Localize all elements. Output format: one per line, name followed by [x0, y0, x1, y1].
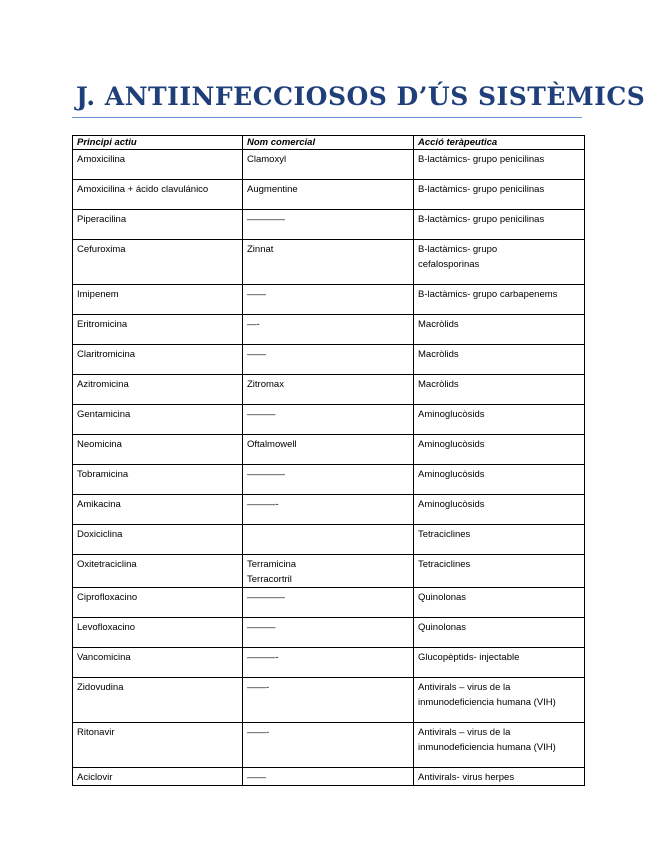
brand-text: —— [247, 772, 266, 783]
cell-brand [243, 315, 414, 345]
principle-text: Amikacina [77, 499, 121, 510]
cell-action [414, 465, 585, 495]
table-row [73, 588, 585, 618]
principle-text: Cefuroxima [77, 244, 126, 255]
action-text: Aminoglucòsids [418, 499, 485, 510]
brand-text: Clamoxyl [247, 154, 287, 165]
action-text: Tetraciclines [418, 529, 471, 540]
cell-brand [243, 375, 414, 405]
cell-action [414, 678, 585, 723]
action-text: Antivirals – virus de la [418, 727, 511, 738]
principle-text: Tobramicina [77, 469, 129, 480]
cell-brand [243, 285, 414, 315]
cell-principle [73, 768, 243, 786]
cell-brand [243, 768, 414, 786]
cell-action [414, 180, 585, 210]
principle-text: Eritromicina [77, 319, 128, 330]
cell-brand [243, 588, 414, 618]
cell-principle [73, 525, 243, 555]
title-underline [72, 117, 582, 118]
cell-brand [243, 678, 414, 723]
cell-principle [73, 555, 243, 588]
cell-brand [243, 618, 414, 648]
action-text: Macròlids [418, 349, 459, 360]
principle-text: Amoxicilina + ácido clavulánico [77, 184, 209, 195]
action-text: Macròlids [418, 379, 459, 390]
cell-brand [243, 240, 414, 285]
principle-text: Oxitetraciclina [77, 559, 137, 570]
brand-text: ——— [247, 622, 276, 633]
principle-text: Ritonavir [77, 727, 115, 738]
cell-action [414, 285, 585, 315]
cell-action [414, 648, 585, 678]
table-row [73, 435, 585, 465]
action-text: Antivirals- virus herpes [418, 772, 515, 783]
header-principle: Principi actiu [73, 136, 243, 150]
cell-action [414, 495, 585, 525]
cell-brand [243, 465, 414, 495]
principle-text: Gentamicina [77, 409, 131, 420]
brand-text: ———— [247, 469, 285, 480]
action-text: Macròlids [418, 319, 459, 330]
principle-text: Aciclovir [77, 772, 113, 783]
cell-brand [243, 555, 414, 588]
principle-text: Neomicina [77, 439, 122, 450]
brand-text: Oftalmowell [247, 439, 297, 450]
cell-brand [243, 405, 414, 435]
table-row [73, 678, 585, 723]
cell-brand [243, 648, 414, 678]
cell-principle [73, 210, 243, 240]
action-text: Quinolonas [418, 592, 467, 603]
table-row [73, 525, 585, 555]
table-row [73, 768, 585, 786]
cell-principle [73, 150, 243, 180]
cell-principle [73, 180, 243, 210]
table-header-row [73, 136, 585, 150]
table-row [73, 315, 585, 345]
cell-brand [243, 495, 414, 525]
page-title: J. ANTIINFECCIOSOS D’ÚS SISTÈMICS [76, 82, 646, 111]
cell-principle [73, 405, 243, 435]
table-body [73, 150, 585, 786]
brand-text: ———— [247, 214, 285, 225]
action-text: inmunodeficiencia humana (VIH) [418, 742, 556, 753]
principle-text: Doxiciclina [77, 529, 123, 540]
table-row [73, 405, 585, 435]
cell-action [414, 768, 585, 786]
action-text: B-lactàmics- grupo penicilinas [418, 214, 545, 225]
cell-principle [73, 723, 243, 768]
table-row [73, 210, 585, 240]
principle-text: Imipenem [77, 289, 119, 300]
cell-action [414, 210, 585, 240]
cell-principle [73, 618, 243, 648]
brand-text: Zinnat [247, 244, 274, 255]
cell-action [414, 525, 585, 555]
table-row [73, 648, 585, 678]
cell-principle [73, 435, 243, 465]
cell-action [414, 435, 585, 465]
action-text: Aminoglucòsids [418, 469, 485, 480]
brand-text: —— [247, 349, 266, 360]
cell-principle [73, 345, 243, 375]
cell-brand [243, 525, 414, 555]
action-text: Tetraciclines [418, 559, 471, 570]
brand-text: Augmentine [247, 184, 298, 195]
table-row [73, 240, 585, 285]
cell-action [414, 723, 585, 768]
action-text: Aminoglucòsids [418, 439, 485, 450]
table-row [73, 150, 585, 180]
brand-text: —- [247, 319, 260, 330]
drug-table [72, 135, 585, 786]
header-action: Acció teràpeutica [414, 136, 585, 150]
table-row [73, 180, 585, 210]
principle-text: Levofloxacino [77, 622, 136, 633]
action-text: cefalosporinas [418, 259, 480, 270]
action-text: B-lactàmics- grupo penicilinas [418, 184, 545, 195]
cell-action [414, 240, 585, 285]
brand-text: ———- [247, 652, 279, 663]
table-row [73, 555, 585, 588]
cell-brand [243, 723, 414, 768]
action-text: inmunodeficiencia humana (VIH) [418, 697, 556, 708]
brand-text: ———- [247, 499, 279, 510]
cell-principle [73, 678, 243, 723]
cell-action [414, 375, 585, 405]
cell-brand [243, 435, 414, 465]
principle-text: Vancomicina [77, 652, 131, 663]
cell-action [414, 588, 585, 618]
cell-principle [73, 315, 243, 345]
principle-text: Ciprofloxacino [77, 592, 138, 603]
cell-action [414, 315, 585, 345]
principle-text: Zidovudina [77, 682, 124, 693]
action-text: B-lactàmics- grupo carbapenems [418, 289, 558, 300]
cell-brand [243, 150, 414, 180]
action-text: B-lactàmics- grupo penicilinas [418, 154, 545, 165]
table-row [73, 465, 585, 495]
cell-principle [73, 285, 243, 315]
brand-text: Zitromax [247, 379, 284, 390]
cell-action [414, 345, 585, 375]
principle-text: Amoxicilina [77, 154, 126, 165]
table-row [73, 285, 585, 315]
action-text: Quinolonas [418, 622, 467, 633]
cell-action [414, 150, 585, 180]
brand-text: Terracortril [247, 574, 292, 585]
brand-text: ——- [247, 727, 270, 738]
principle-text: Claritromicina [77, 349, 136, 360]
cell-brand [243, 345, 414, 375]
cell-principle [73, 465, 243, 495]
brand-text: ———— [247, 592, 285, 603]
action-text: Aminoglucòsids [418, 409, 485, 420]
brand-text: Terramicina [247, 559, 297, 570]
cell-brand [243, 180, 414, 210]
cell-principle [73, 648, 243, 678]
cell-action [414, 555, 585, 588]
table-row [73, 723, 585, 768]
cell-principle [73, 495, 243, 525]
cell-principle [73, 240, 243, 285]
table-row [73, 618, 585, 648]
brand-text: ——- [247, 682, 270, 693]
brand-text: ——— [247, 409, 276, 420]
table-row [73, 345, 585, 375]
action-text: Antivirals – virus de la [418, 682, 511, 693]
principle-text: Piperacilina [77, 214, 127, 225]
brand-text: —— [247, 289, 266, 300]
action-text: Glucopèptids- injectable [418, 652, 520, 663]
cell-brand [243, 210, 414, 240]
cell-action [414, 618, 585, 648]
cell-principle [73, 375, 243, 405]
principle-text: Azitromicina [77, 379, 129, 390]
cell-action [414, 405, 585, 435]
header-brand: Nom comercial [243, 136, 414, 150]
table-row [73, 495, 585, 525]
action-text: B-lactàmics- grupo [418, 244, 498, 255]
cell-principle [73, 588, 243, 618]
table-row [73, 375, 585, 405]
